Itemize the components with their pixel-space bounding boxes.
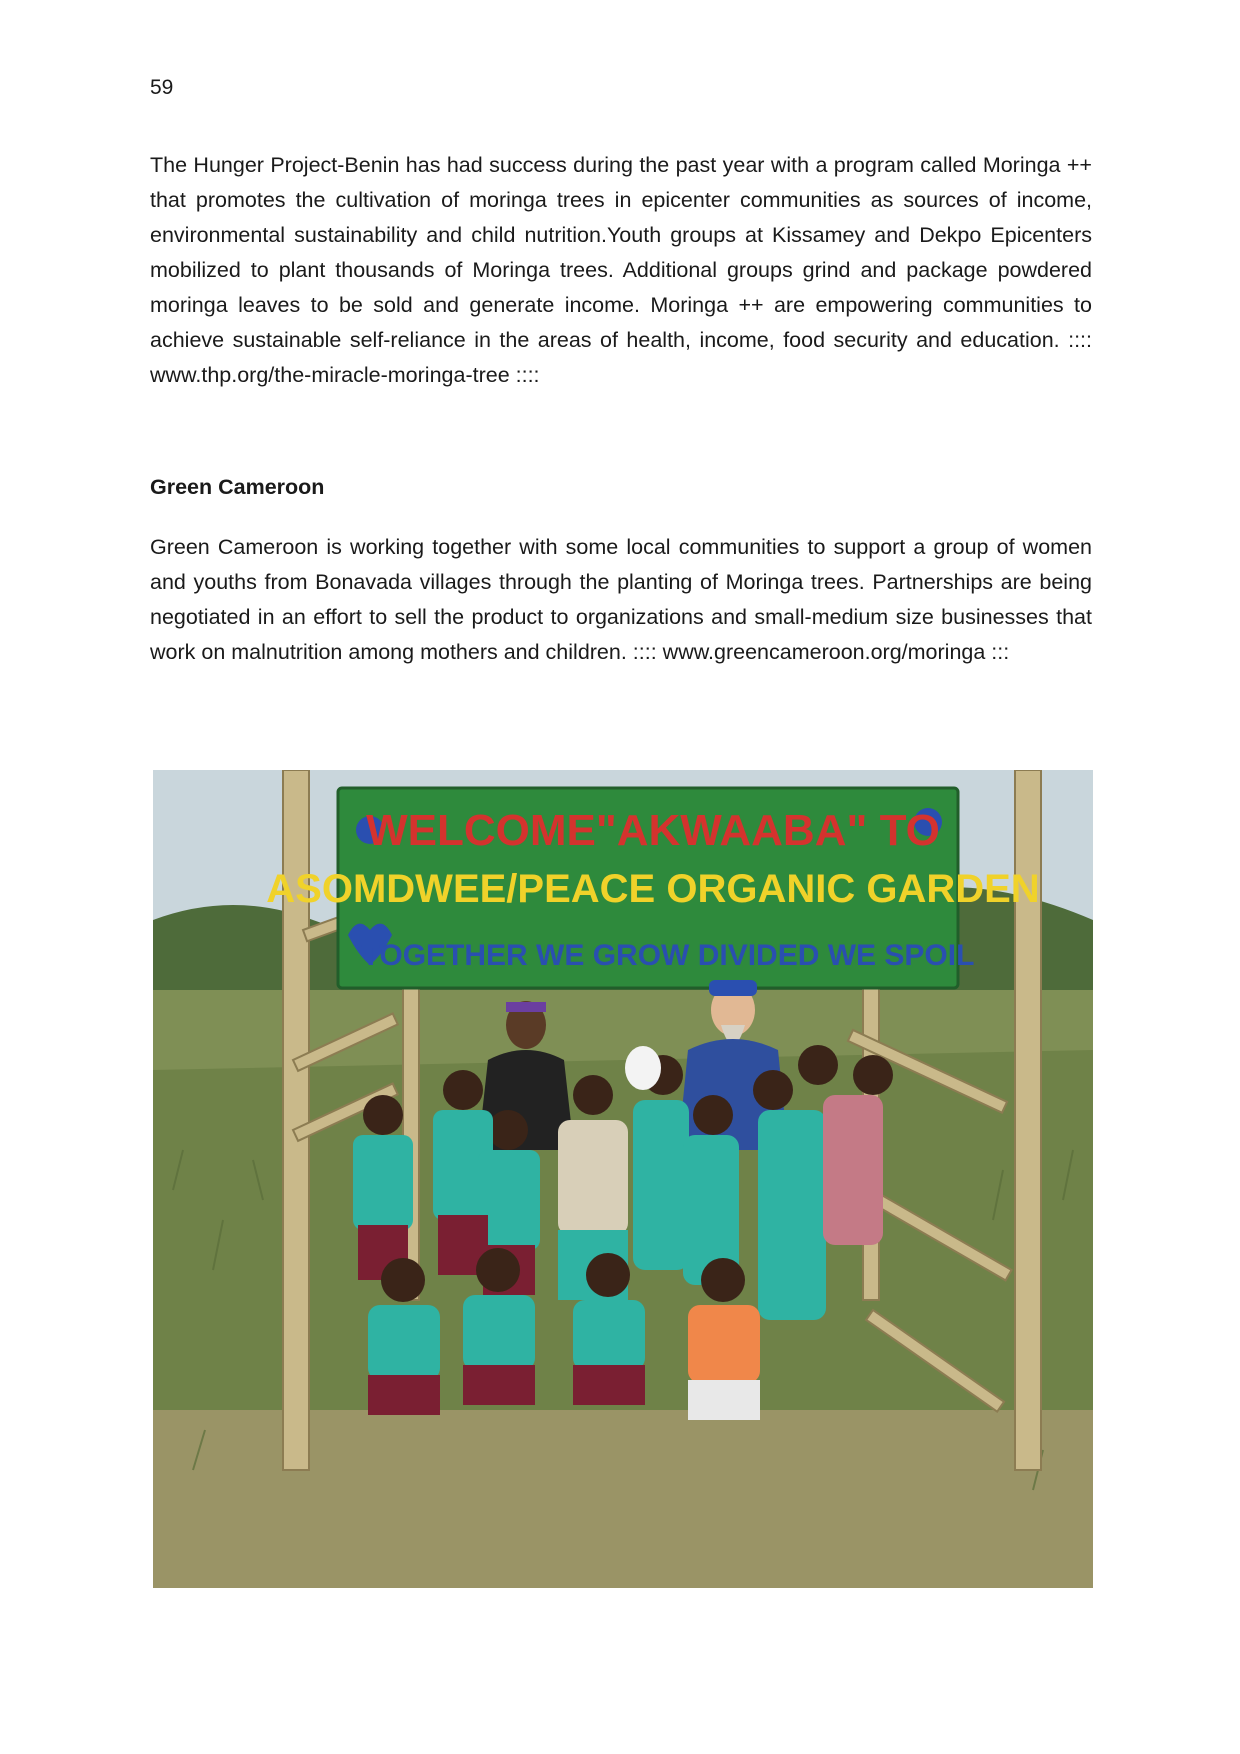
banner: [266, 788, 1039, 988]
intro-paragraph: The Hunger Project-Benin has had success during the past year with a program called Moringa ++ that promotes the cultivation of moringa trees in epicenter communities as sources of income, environmental sustainability and child nutrition.Youth groups at Kissamey and Dekpo Epicenters mobilized to plant thousands of Moringa trees. Additional groups grind and package powdered moringa leaves to be sold and generate income. Moringa ++ are empowering communities to achieve sustainable self-reliance in the areas of health, income, food security and education. :::: www.thp.org/the-miracle-moringa-tree ::::: [150, 153, 1092, 387]
banner-line-1: WELCOME"AKWAABA" TO: [366, 806, 940, 855]
banner-line-3: TOGETHER WE GROW DIVIDED WE SPOIL: [361, 939, 975, 972]
green-cameroon-paragraph: Green Cameroon is working together with some local communities to support a group of women and youths from Bonavada villages through the planting of Moringa trees. Partnerships are being negotiated in an effort to sell the product to organizations and small-medium size businesses that work on malnutrition among mothers and children. :::: www.greencameroon.org/moringa :::: [150, 535, 1092, 664]
section-heading-green-cameroon: Green Cameroon: [150, 475, 325, 499]
garden-group-photo: [153, 770, 1093, 1588]
banner-line-2: ASOMDWEE/PEACE ORGANIC GARDEN: [266, 867, 1040, 911]
page-number: 59: [150, 76, 174, 99]
